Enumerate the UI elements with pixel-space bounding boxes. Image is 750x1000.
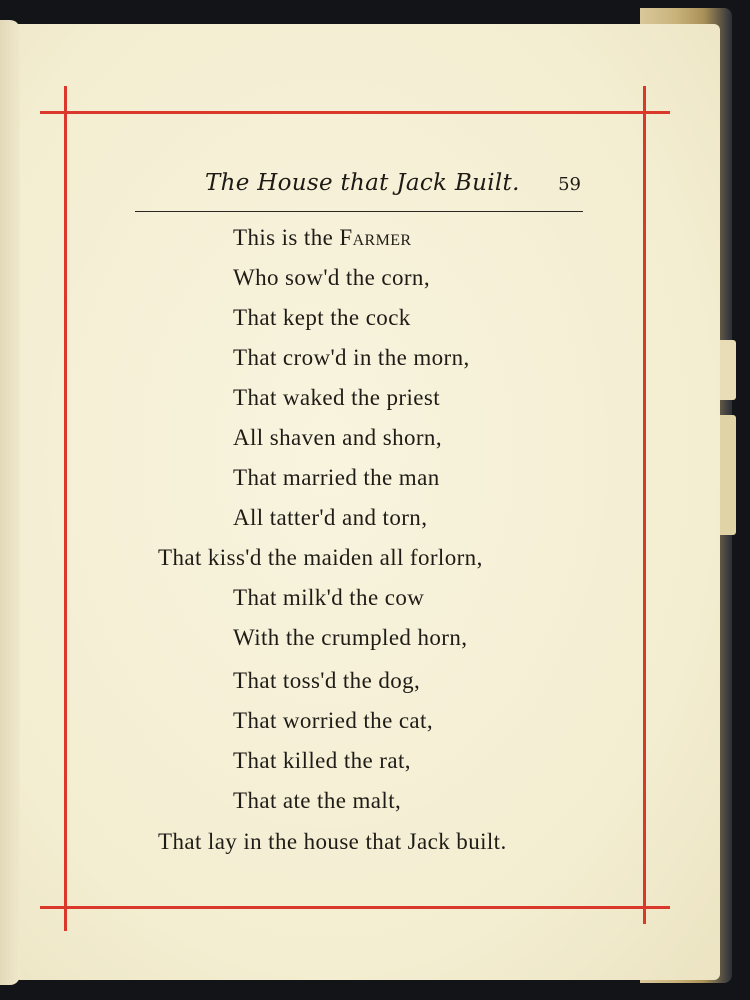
poem-line: That ate the malt, <box>233 788 402 813</box>
poem-line: That crow'd in the morn, <box>233 345 470 370</box>
header-divider <box>135 211 583 212</box>
poem-line: That killed the rat, <box>233 748 411 773</box>
page-header <box>135 170 583 210</box>
page-edge-tab <box>718 340 736 400</box>
poem-line: That worried the cat, <box>233 708 433 733</box>
poem-line-prefix: This is the <box>233 225 340 250</box>
poem-line: That kiss'd the maiden all forlorn, <box>158 545 483 570</box>
facing-page-edge <box>0 20 20 985</box>
poem-line: That married the man <box>233 465 440 490</box>
poem-line: That kept the cock <box>233 305 411 330</box>
page-edge-tab <box>718 415 736 535</box>
poem-line: That waked the priest <box>233 385 441 410</box>
bottom-border-rule <box>40 906 670 909</box>
poem-line: That lay in the house that Jack built. <box>158 829 507 854</box>
poem-line: All shaven and shorn, <box>233 425 442 450</box>
top-border-rule <box>40 111 670 114</box>
poem-line <box>233 225 411 251</box>
farmer-smallcaps: Farmer <box>339 225 412 250</box>
page-number: 59 <box>558 174 581 195</box>
poem-line: That milk'd the cow <box>233 585 425 610</box>
poem-line: All tatter'd and torn, <box>233 505 428 530</box>
running-title: The House that Jack Built. <box>205 170 520 196</box>
poem-line: Who sow'd the corn, <box>233 265 430 290</box>
poem-line: That toss'd the dog, <box>233 668 421 693</box>
poem-line: With the crumpled horn, <box>233 625 468 650</box>
left-border-rule <box>64 86 67 931</box>
right-border-rule <box>643 86 646 924</box>
